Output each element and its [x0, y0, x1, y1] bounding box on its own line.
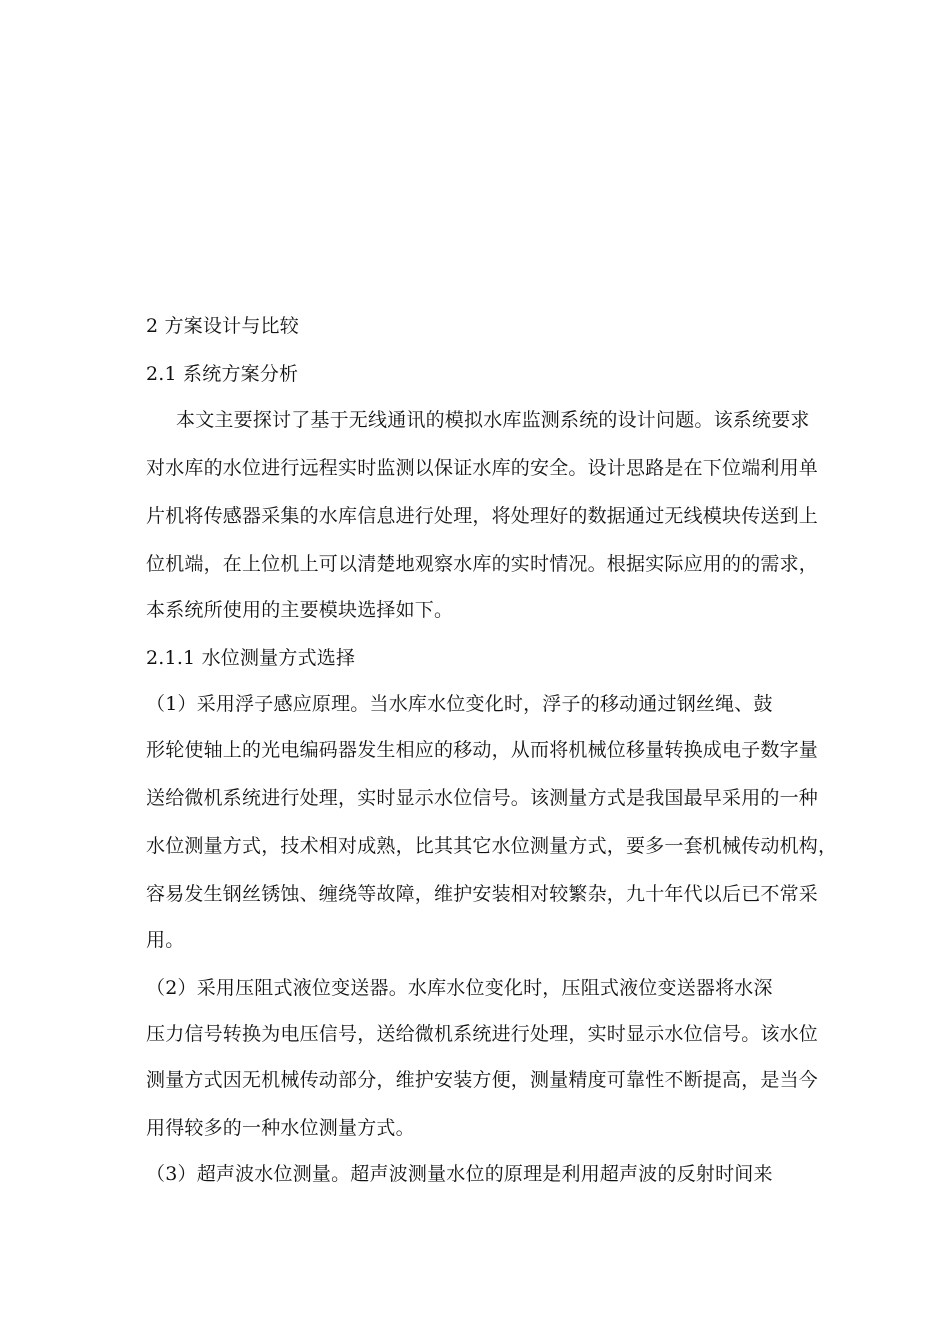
list-item-line: 用得较多的一种水位测量方式。 — [146, 1117, 415, 1139]
list-item-line: 用。 — [146, 929, 185, 951]
list-item-line: （3）超声波水位测量。超声波测量水位的原理是利用超声波的反射时间来 — [146, 1163, 773, 1185]
list-item-line: 压力信号转换为电压信号，送给微机系统进行处理，实时显示水位信号。该水位 — [146, 1023, 819, 1045]
list-item-line: （1）采用浮子感应原理。当水库水位变化时，浮子的移动通过钢丝绳、鼓 — [146, 693, 773, 715]
list-item-line: 测量方式因无机械传动部分，维护安装方便，测量精度可靠性不断提高，是当今 — [146, 1069, 819, 1091]
list-item-line: 送给微机系统进行处理，实时显示水位信号。该测量方式是我国最早采用的一种 — [146, 787, 819, 809]
list-item-line: 形轮使轴上的光电编码器发生相应的移动，从而将机械位移量转换成电子数字量 — [146, 739, 819, 761]
list-item-line: 水位测量方式，技术相对成熟，比其其它水位测量方式，要多一套机械传动机构， — [146, 835, 838, 857]
paragraph-line: 位机端，在上位机上可以清楚地观察水库的实时情况。根据实际应用的的需求， — [146, 553, 819, 575]
list-item-line: （2）采用压阻式液位变送器。水库水位变化时，压阻式液位变送器将水深 — [146, 977, 773, 999]
section-heading-2-1-1: 2.1.1 水位测量方式选择 — [146, 647, 356, 669]
paragraph-line: 本文主要探讨了基于无线通讯的模拟水库监测系统的设计问题。该系统要求 — [176, 409, 810, 431]
list-item-line: 容易发生钢丝锈蚀、缠绕等故障，维护安装相对较繁杂，九十年代以后已不常采 — [146, 883, 819, 905]
paragraph-line: 片机将传感器采集的水库信息进行处理，将处理好的数据通过无线模块传送到上 — [146, 505, 819, 527]
section-heading-2: 2 方案设计与比较 — [146, 315, 299, 337]
paragraph-line: 对水库的水位进行远程实时监测以保证水库的安全。设计思路是在下位端利用单 — [146, 457, 819, 479]
paragraph-line: 本系统所使用的主要模块选择如下。 — [146, 599, 454, 621]
section-heading-2-1: 2.1 系统方案分析 — [146, 363, 299, 385]
